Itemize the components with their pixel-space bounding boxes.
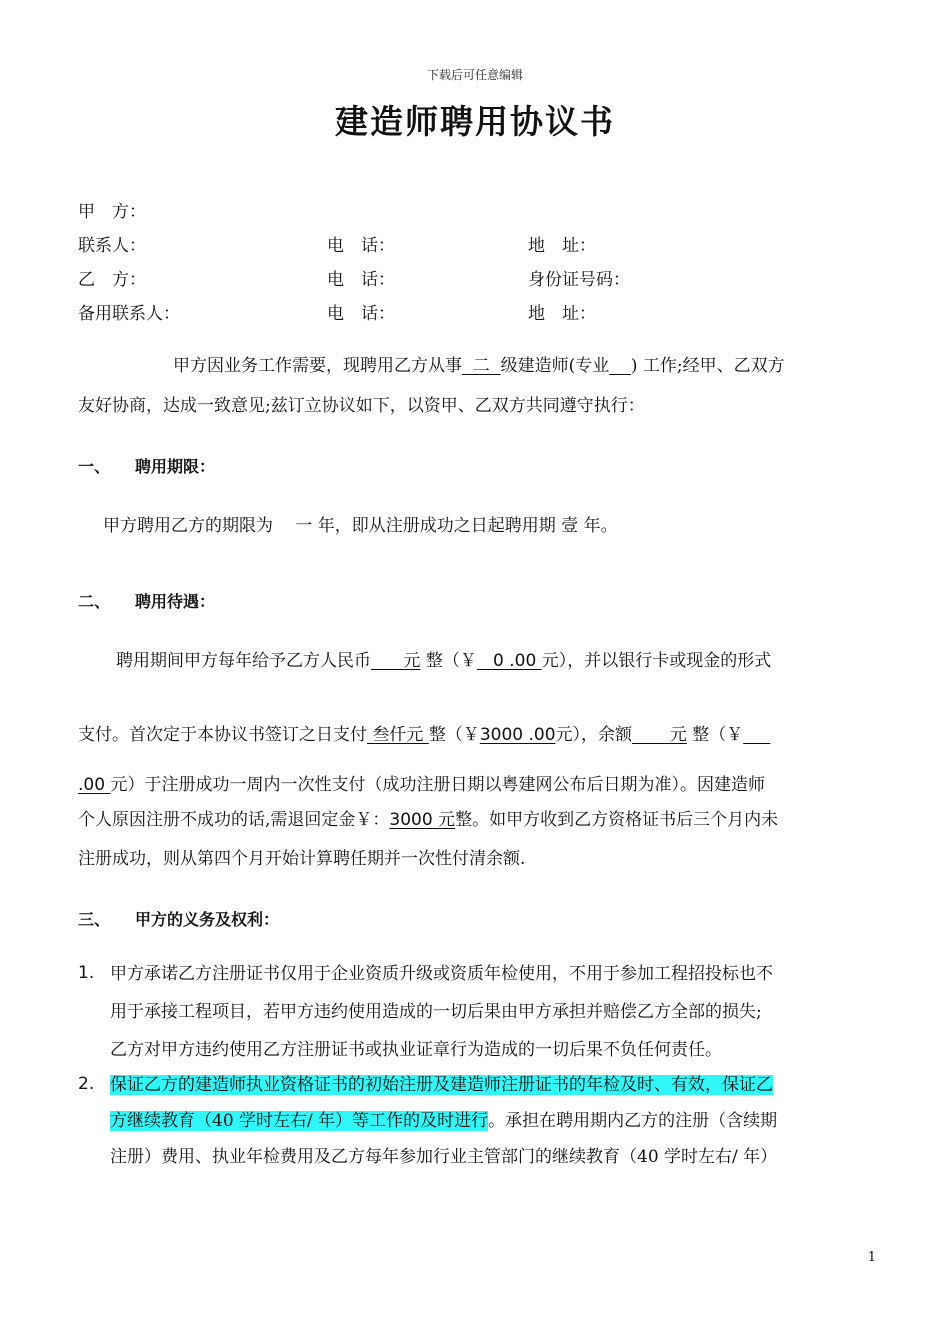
- list-item-line: [110, 1074, 773, 1096]
- grade-blank: 二: [462, 356, 501, 376]
- contact-label: 联系人：: [78, 236, 146, 256]
- backup-contact-label: 备用联系人：: [78, 304, 180, 324]
- section-number: 二、: [78, 592, 111, 611]
- salary-text: 整（￥: [428, 725, 480, 745]
- address-label: 地 址：: [528, 304, 596, 324]
- balance-amount-blank: [743, 725, 770, 745]
- section-number: 一、: [78, 457, 111, 476]
- list-item-line: 乙方对甲方违约使用乙方注册证书或执业证章行为造成的一切后果不负任何责任。: [110, 1040, 722, 1060]
- section-heading: [78, 454, 215, 477]
- section-heading: [78, 907, 279, 930]
- salary-text: 聘用期间甲方每年给予乙方人民币: [116, 651, 371, 671]
- highlighted-text: 保证乙方的建造师执业资格证书的初始注册及建造师注册证书的年检及时、有效，保证乙: [110, 1075, 773, 1095]
- list-item-line: [110, 1110, 777, 1132]
- deposit-amount-cn: 叁仟元: [367, 725, 429, 745]
- phone-label: 电 话：: [327, 304, 395, 324]
- salary-text: 整（￥: [686, 725, 744, 745]
- header-note: 下载后可任意编辑: [426, 68, 523, 82]
- section-number: 三、: [78, 910, 111, 929]
- salary-line-3: [78, 774, 765, 796]
- intro-text: 级建造师(专业: [500, 356, 610, 376]
- balance-blank: 元: [632, 725, 687, 745]
- salary-line-2: [78, 724, 770, 746]
- intro-line-2: 友好协商，达成一致意见;兹订立协议如下，以资甲、乙双方共同遵守执行：: [78, 396, 645, 416]
- salary-line-5: 注册成功，则从第四个月开始计算聘任期并一次性付清余额.: [78, 849, 526, 869]
- section-title: 聘用待遇：: [135, 592, 216, 611]
- page-number: 1: [867, 1250, 876, 1265]
- salary-line-1: [116, 650, 771, 672]
- highlighted-text: 方继续教育（40 学时左右/ 年）等工作的及时进行: [110, 1111, 489, 1131]
- section-title: 甲方的义务及权利：: [135, 910, 280, 929]
- section-heading: [78, 589, 215, 612]
- salary-line-4: [78, 809, 778, 831]
- salary-amount: 0 .00: [476, 651, 542, 671]
- salary-text: 元），余额: [555, 725, 633, 745]
- major-blank: [609, 356, 631, 376]
- salary-text: 元）于注册成功一周内一次性支付（成功注册日期以粤建网公布后日期为准）。因建造师: [110, 775, 765, 795]
- salary-text: 支付。首次定于本协议书签订之日支付: [78, 725, 367, 745]
- salary-text: 整。如甲方收到乙方资格证书后三个月内未: [455, 810, 779, 830]
- list-number: 1.: [78, 963, 95, 983]
- deposit-amount: 3000 .00: [479, 725, 556, 745]
- balance-decimal: .00: [78, 775, 111, 795]
- list-item-line: 甲方承诺乙方注册证书仅用于企业资质升级或资质年检使用，不用于参加工程招投标也不: [110, 964, 773, 984]
- salary-text: 元），并以银行卡或现金的形式: [541, 651, 772, 671]
- refund-amount: 3000 元: [389, 810, 456, 830]
- list-item-line: 注册）费用、执业年检费用及乙方每年参加行业主管部门的继续教育（40 学时左右/ 年）: [110, 1147, 778, 1167]
- term-text: 甲方聘用乙方的期限为 一 年，即从注册成功之日起聘用期 壹 年。: [103, 516, 618, 536]
- section-title: 聘用期限：: [135, 457, 216, 476]
- document-title: 建造师聘用协议书: [335, 102, 615, 141]
- party-b-label: 乙 方：: [78, 270, 146, 290]
- intro-line-1: [173, 355, 785, 377]
- salary-blank: 元: [371, 651, 421, 671]
- address-label: 地 址：: [528, 236, 596, 256]
- party-a-label: 甲 方：: [78, 202, 146, 222]
- phone-label: 电 话：: [327, 270, 395, 290]
- phone-label: 电 话：: [327, 236, 395, 256]
- list-item-line: 用于承接工程项目，若甲方违约使用造成的一切后果由甲方承担并赔偿乙方全部的损失;: [110, 1002, 762, 1022]
- intro-text: ) 工作;经甲、乙双方: [630, 356, 785, 376]
- salary-text: 个人原因注册不成功的话,需退回定金￥：: [78, 810, 390, 830]
- salary-text: 整（￥: [420, 651, 477, 671]
- intro-text: 甲方因业务工作需要，现聘用乙方从事: [173, 356, 462, 376]
- id-number-label: 身份证号码：: [528, 270, 630, 290]
- list-item-text: 。承担在聘用期内乙方的注册（含续期: [488, 1111, 778, 1131]
- list-number: 2.: [78, 1074, 95, 1094]
